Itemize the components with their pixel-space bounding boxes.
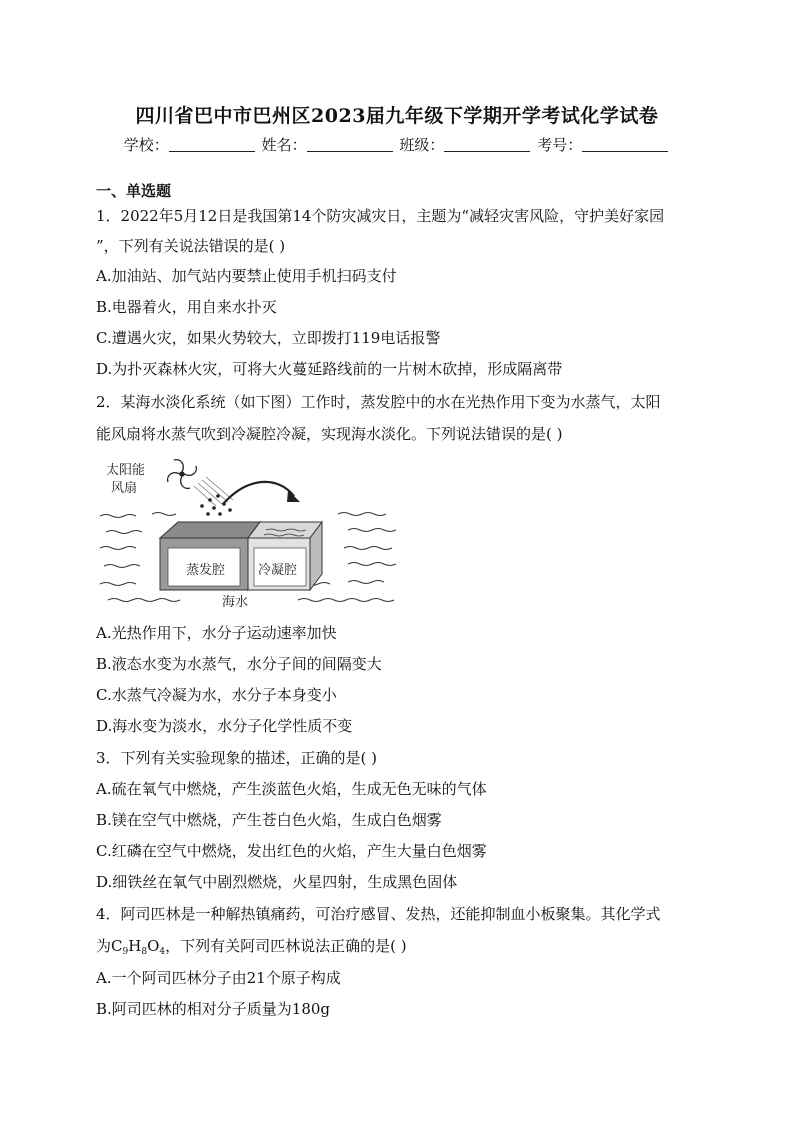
q4-formula-prefix: 为 xyxy=(96,937,112,955)
vapor-flow-arrow xyxy=(223,482,294,504)
exam-number-blank xyxy=(582,137,668,152)
student-info-row xyxy=(0,134,794,155)
q1-option-b: B.电器着火，用自来水扑灭 xyxy=(96,298,277,316)
q1-stem-line-1: 1．2022年5月12日是我国第14个防灾减灾日，主题为“减轻灾害风险，守护美好家园 xyxy=(96,207,665,225)
q4-option-b: B.阿司匹林的相对分子质量为180g xyxy=(96,1000,331,1018)
evaporator-chamber xyxy=(160,522,260,590)
school-blank xyxy=(169,137,255,152)
fan-label-line-2: 风扇 xyxy=(111,481,138,496)
section-title: 一、单选题 xyxy=(96,182,172,200)
exam-number-label: 考号： xyxy=(537,136,583,154)
q2-option-a: A.光热作用下，水分子运动速率加快 xyxy=(96,624,337,642)
airflow-lines xyxy=(194,477,233,506)
q3-option-d: D.细铁丝在氧气中剧烈燃烧，火星四射，生成黑色固体 xyxy=(96,873,458,891)
q4-option-a: A.一个阿司匹林分子由21个原子构成 xyxy=(96,969,341,987)
q4-formula-suffix: ，下列有关阿司匹林说法正确的是( ) xyxy=(165,937,407,955)
q2-option-c: C.水蒸气冷凝为水，水分子本身变小 xyxy=(96,686,337,704)
class-label: 班级： xyxy=(399,136,445,154)
q2-stem-line-1: 2．某海水淡化系统（如下图）工作时，蒸发腔中的水在光热作用下变为水蒸气，太阳 xyxy=(96,393,661,411)
class-blank xyxy=(444,137,530,152)
seawater-desalination-figure xyxy=(98,456,418,612)
q3-option-c: C.红磷在空气中燃烧，发出红色的火焰，产生大量白色烟雾 xyxy=(96,842,487,860)
name-blank xyxy=(307,137,393,152)
q2-stem-line-2: 能风扇将水蒸气吹到冷凝腔冷凝，实现海水淡化。下列说法错误的是( ) xyxy=(96,425,563,443)
name-label: 姓名： xyxy=(261,136,307,154)
chemical-formula: $C_9H_8O_4$ xyxy=(111,937,166,957)
q1-stem-line-2: ”，下列有关说法错误的是( ) xyxy=(96,237,286,255)
vapor-dots xyxy=(200,494,232,516)
q1-option-c: C.遭遇火灾，如果火势较大，立即拨打119电话报警 xyxy=(96,329,441,347)
q2-option-b: B.液态水变为水蒸气，水分子间的间隔变大 xyxy=(96,655,382,673)
evaporator-label: 蒸发腔 xyxy=(186,563,226,578)
q1-option-a: A.加油站、加气站内要禁止使用手机扫码支付 xyxy=(96,267,397,285)
q3-stem: 3．下列有关实验现象的描述，正确的是( ) xyxy=(96,749,378,767)
condenser-chamber xyxy=(248,522,322,590)
q4-stem-line-2 xyxy=(96,936,407,962)
q3-option-a: A.硫在氧气中燃烧，产生淡蓝色火焰，生成无色无味的气体 xyxy=(96,780,487,798)
solar-fan-icon xyxy=(168,460,197,489)
condenser-label: 冷凝腔 xyxy=(258,563,298,578)
page-title: 四川省巴中市巴州区2023届九年级下学期开学考试化学试卷 xyxy=(135,105,659,127)
q1-option-d: D.为扑灭森林火灾，可将大火蔓延路线前的一片树木砍掉，形成隔离带 xyxy=(96,360,563,378)
fan-label-line-1: 太阳能 xyxy=(106,463,146,478)
q3-option-b: B.镁在空气中燃烧，产生苍白色火焰，生成白色烟雾 xyxy=(96,811,442,829)
q2-option-d: D.海水变为淡水，水分子化学性质不变 xyxy=(96,717,353,735)
seawater-label: 海水 xyxy=(222,595,249,610)
school-label: 学校： xyxy=(123,136,169,154)
arrow-head xyxy=(287,490,300,502)
q4-stem-line-1: 4．阿司匹林是一种解热镇痛药，可治疗感冒、发热，还能抑制血小板聚集。其化学式 xyxy=(96,905,661,923)
